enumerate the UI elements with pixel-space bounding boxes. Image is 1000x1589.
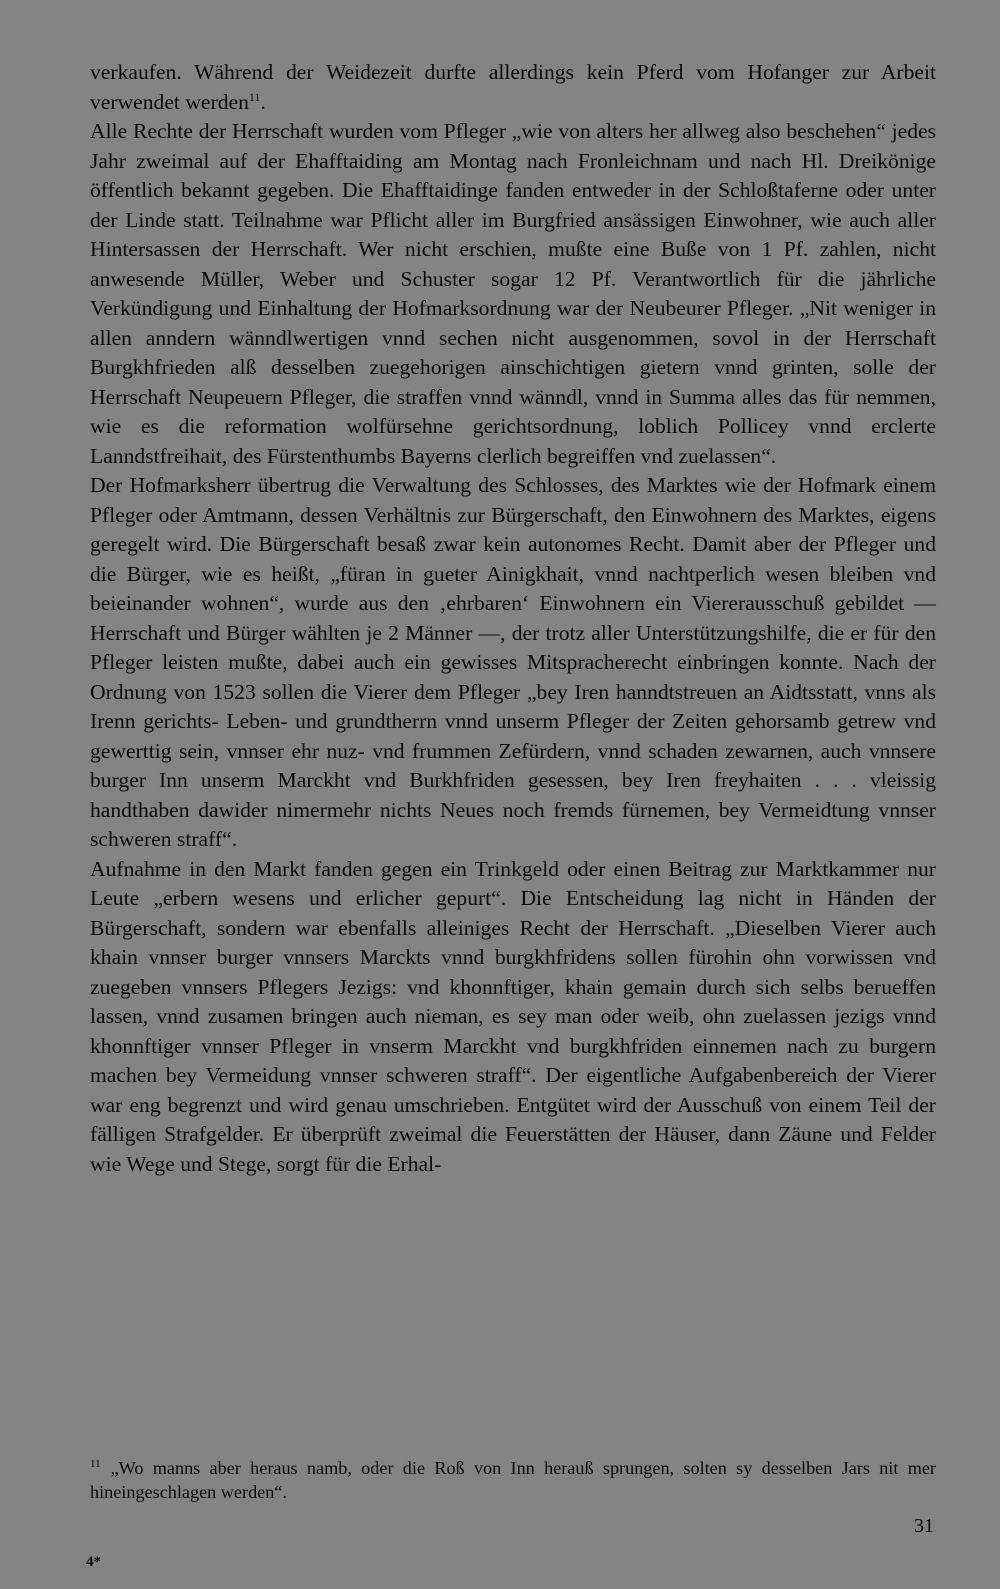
signature-mark: 4* xyxy=(86,1554,101,1570)
paragraph-2: Alle Rechte der Herrschaft wurden vom Pfleger „wie von alters her allweg also beschehen“ jedes Jahr zweimal auf der Ehafftaiding am Montag nach Fronleichnam und nach Hl. Dreikönige öffentlich bekannt gegeben. Die Ehafftaidinge fanden entweder in der Schloßtaferne oder unter der Linde statt. Teilnahme war Pflicht aller im Burgfried ansässigen Einwohner, wie auch aller Hintersassen der Herrschaft. Wer nicht erschien, mußte eine Buße von 1 Pf. zahlen, nicht anwesende Müller, Weber und Schuster sogar 12 Pf. Verantwortlich für die jährliche Verkündigung und Einhaltung der Hofmarksordnung war der Neubeurer Pfleger. „Nit weniger in allen anndern wänndlwertigen vnnd sechen nicht ausgenommen, sovol in der Herrschaft Burgkhfrieden alß desselben zuegehorigen ainschichtigen gietern vnnd grinten, solle der Herrschaft Neupeuern Pfleger, die straffen vnnd wänndl, vnnd in Summa alles das für nemmen, wie es die reformation wolfürsehne gerichtsordnung, loblich Pollicey vnnd erclerte Lanndstfreihait, des Fürstenthumbs Bayerns clerlich begreiffen vnd zuelassen“. xyxy=(90,119,936,468)
paragraph-3: Der Hofmarksherr übertrug die Verwaltung des Schlosses, des Marktes wie der Hofmark einem Pfleger oder Amtmann, dessen Verhältnis zur Bürgerschaft, den Einwohnern des Marktes, eigens geregelt wird. Die Bürgerschaft besaß zwar kein autonomes Recht. Damit aber der Pfleger und die Bürger, wie es heißt, „füran in gueter Ainigkhait, vnnd nachtperlich wesen bleiben vnd beieinander wohnen“, wurde aus den ‚ehrbaren‘ Einwohnern ein Viererausschuß gebildet — Herrschaft und Bürger wählten je 2 Männer —, der trotz aller Unterstützungshilfe, die er für den Pfleger leisten mußte, dabei auch ein gewisses Mitspracherecht einbringen konnte. Nach der Ordnung von 1523 sollen die Vierer dem Pfleger „bey Iren hanndtstreuen an Aidtsstatt, vnns als Irenn gerichts- Leben- und grundtherrn vnnd unserm Pfleger der Zeiten gehorsamb getrew vnd gewerttig sein, vnnser ehr nuz- vnd frummen Zefürdern, vnnd schaden zewarnen, auch vnnsere burger Inn unserm Marckht vnd Burkhfriden gesessen, bey Iren freyhaiten . . . vleissig handthaben dawider nimermehr nichts Neues noch fremds fürnemen, bey Vermeidtung vnnser schweren straff“. xyxy=(90,473,936,851)
main-text xyxy=(90,58,936,1179)
paragraph-1-text: verkaufen. Während der Weidezeit durfte allerdings kein Pferd vom Hofanger zur Arbeit verwendet werden xyxy=(90,60,936,114)
paragraph-4: Aufnahme in den Markt fanden gegen ein Trinkgeld oder einen Beitrag zur Marktkammer nur Leute „erbern wesens und erlicher gepurt“. Die Entscheidung lag nicht in Händen der Bürgerschaft, sondern war ebenfalls alleiniges Recht der Herrschaft. „Dieselben Vierer auch khain vnnser burger vnnsers Marckts vnnd burgkhfridens sollen fürohin ohn vorwissen vnd zuegeben vnnsers Pflegers Jezigs: vnd khonnftiger, khain gemain durch sich selbs berueffen lassen, vnnd zusamen bringen auch nieman, es sey man oder weib, ohn zuelassen jezigs vnnd khonnftiger vnnser Pfleger in vnserm Marckht vnd burgkhfriden einnemen nach zu burgern machen bey Vermeidung vnnser schweren straff“. Der eigentliche Aufgabenbereich der Vierer war eng begrenzt und wird genau umschrieben. Entgütet wird der Ausschuß von einem Teil der fälligen Strafgelder. Er überprüft zweimal die Feuerstätten der Häuser, dann Zäune und Felder wie Wege und Stege, sorgt für die Erhal- xyxy=(90,856,936,1176)
page-number: 31 xyxy=(914,1515,934,1537)
footnote-mark: 11 xyxy=(90,1457,101,1470)
footnote-text: „Wo manns aber heraus namb, oder die Roß von Inn herauß sprungen, solten sy desselben Jars nit mer hineingeschlagen werden“. xyxy=(90,1458,936,1502)
footnote-reference: 11 xyxy=(248,89,261,104)
footnote xyxy=(90,1456,936,1504)
paragraph-1 xyxy=(90,58,936,117)
paragraph-1-end: . xyxy=(260,89,266,114)
